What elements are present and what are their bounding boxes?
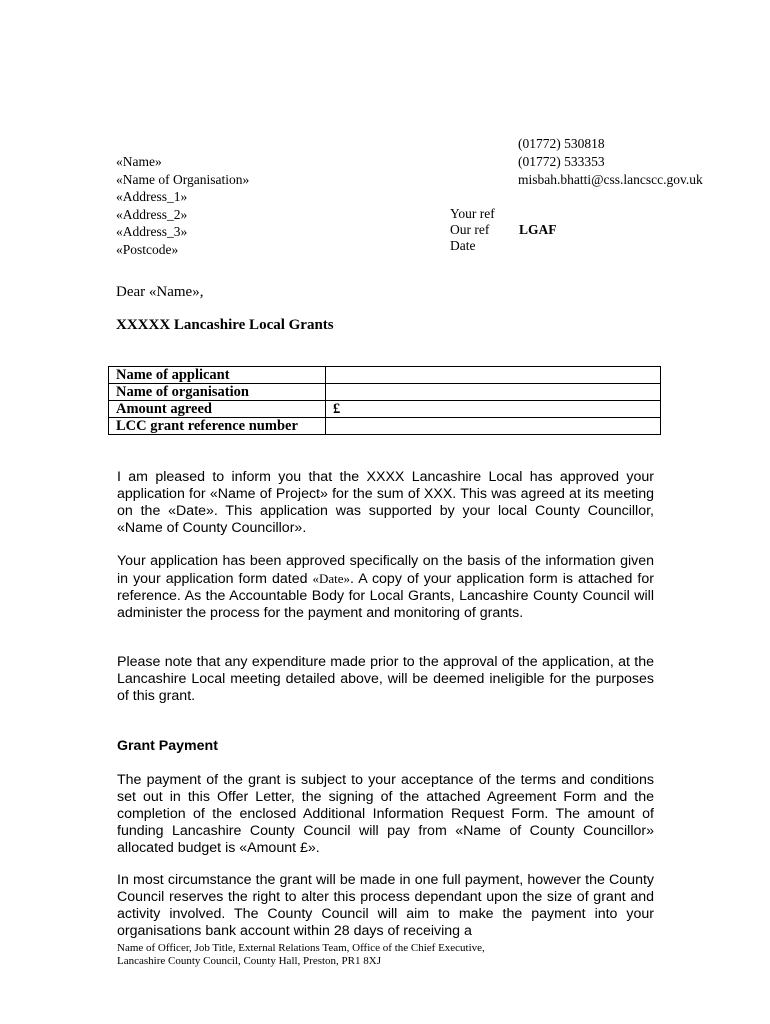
paragraph-2-part-a: Your application has been approved specifically on the basis of the information given in your application form dated [117,553,654,587]
footer-line-1: Name of Officer, Job Title, External Relations Team, Office of the Chief Executive, [117,942,485,954]
reference-block [450,206,495,254]
address-name: «Name» [116,154,162,169]
body-paragraph-5: In most circumstance the grant will be made in one full payment, however the County Council reserves the right to alter this process dependant upon the size of grant and activity involved. The County Council will aim to make the payment into your organisations bank account within 28 days of receiving a [117,872,654,939]
letter-subject: XXXXX Lancashire Local Grants [116,317,334,333]
phone-number-1: (01772) 530818 [518,136,605,151]
row-label-applicant: Name of applicant [109,367,326,384]
contact-email: misbah.bhatti@css.lancscc.gov.uk [518,172,703,187]
row-value-applicant [326,367,661,384]
contact-block [518,135,703,189]
phone-number-2: (01772) 533353 [518,154,605,169]
recipient-address [116,153,249,258]
table-row [109,384,661,401]
page-footer [117,942,485,968]
body-paragraph-1: I am pleased to inform you that the XXXX Lancashire Local has approved your application for «Name of Project» for the sum of XXX. This was agreed at its meeting on the «Date». This application was supported by your local County Councillor, «Name of County Councillor». [117,469,654,536]
date-label: Date [450,238,476,253]
salutation: Dear «Name», [116,284,204,300]
row-value-organisation [326,384,661,401]
body-paragraph-2 [117,553,654,622]
body-paragraph-4: The payment of the grant is subject to your acceptance of the terms and conditions set out in this Offer Letter, the signing of the attached Agreement Form and the completion of the enclosed Additional Information Request Form. The amount of funding Lancashire County Council will pay from «Name of County Councillor» allocated budget is «Amount £». [117,772,654,856]
address-organisation: «Name of Organisation» [116,171,250,187]
row-label-reference: LCC grant reference number [109,418,326,435]
your-ref-label: Your ref [450,206,495,221]
address-line-3: «Address_3» [116,224,188,239]
address-postcode: «Postcode» [116,241,179,257]
footer-line-2: Lancashire County Council, County Hall, Preston, PR1 8XJ [117,955,381,967]
row-value-reference [326,418,661,435]
paragraph-2-part-b: . A copy of your application form is attached for reference. As the Accountable Body for Local Grants, Lancashire County Council will administer the process for the payment and monitoring of grants. [117,571,654,621]
paragraph-2-date: «Date» [312,571,351,586]
table-row [109,418,661,435]
row-label-amount: Amount agreed [109,401,326,418]
our-ref-label: Our ref [450,222,490,237]
section-heading-grant-payment: Grant Payment [117,738,218,754]
address-line-2: «Address_2» [116,206,188,222]
grant-details-table [108,366,661,435]
row-value-amount: £ [326,401,661,418]
table-row [109,401,661,418]
body-paragraph-3: Please note that any expenditure made prior to the approval of the application, at the Lancashire Local meeting detailed above, will be deemed ineligible for the purposes of this grant. [117,654,654,704]
our-ref-value: LGAF [519,222,557,237]
address-line-1: «Address_1» [116,189,188,204]
row-label-organisation: Name of organisation [109,384,326,401]
table-row [109,367,661,384]
